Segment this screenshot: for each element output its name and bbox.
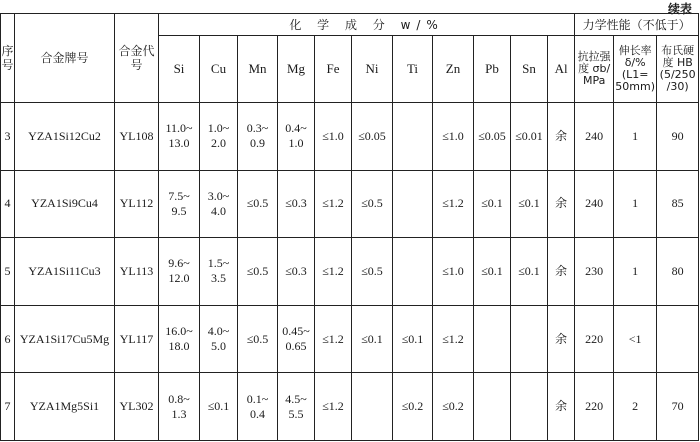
composition-cell-value: 16.0~ 18.0 — [165, 324, 193, 354]
composition-cell-value: ≤0.3 — [285, 263, 307, 278]
hardness-cell-value: 85 — [671, 196, 684, 211]
composition-cell-value: 4.0~ 5.0 — [207, 324, 230, 354]
composition-cell-value: ≤0.01 — [515, 128, 543, 143]
composition-cell — [278, 238, 315, 306]
composition-cell-value: 0.8~ 1.3 — [168, 391, 190, 421]
header-element: Mn — [238, 36, 278, 103]
elongation-cell — [614, 373, 657, 441]
composition-cell — [393, 170, 433, 238]
grade-cell-value: YZA1Mg5Si1 — [29, 399, 100, 414]
composition-cell — [474, 373, 511, 441]
grade-cell — [15, 238, 115, 306]
tensile-cell — [575, 238, 614, 306]
composition-cell — [511, 305, 548, 373]
elongation-cell — [614, 170, 657, 238]
composition-cell — [474, 238, 511, 306]
header-element: Mg — [278, 36, 315, 103]
composition-cell-value: ≤1.0 — [442, 263, 464, 278]
composition-cell-value: ≤1.2 — [442, 196, 464, 211]
composition-cell-value: 9.6~ 12.0 — [168, 256, 190, 286]
elongation-cell-value: 1 — [632, 196, 639, 211]
header-code: 合金代号 — [115, 14, 159, 103]
table-row — [1, 238, 699, 306]
composition-cell-value: 1.5~ 3.5 — [207, 256, 230, 286]
grade-cell-value: YZA1Si17Cu5Mg — [19, 331, 110, 346]
code-cell-value: YL112 — [119, 196, 154, 211]
composition-cell-value: 0.4~ 1.0 — [285, 121, 307, 151]
composition-cell — [511, 373, 548, 441]
elongation-cell — [614, 305, 657, 373]
composition-cell-value: ≤0.5 — [361, 196, 383, 211]
composition-cell — [474, 170, 511, 238]
code-cell — [115, 373, 159, 441]
composition-cell — [278, 373, 315, 441]
composition-cell — [548, 103, 575, 171]
composition-cell — [159, 170, 200, 238]
composition-cell — [159, 373, 200, 441]
grade-cell — [15, 170, 115, 238]
hardness-cell — [657, 238, 699, 306]
grade-cell-value: YZA1Si11Cu3 — [28, 263, 101, 278]
composition-cell — [548, 238, 575, 306]
composition-cell-value: ≤1.2 — [322, 399, 344, 414]
composition-cell — [433, 170, 474, 238]
composition-cell-value: ≤0.1 — [518, 196, 540, 211]
composition-cell — [315, 305, 352, 373]
seq-cell-value: 7 — [4, 399, 11, 414]
composition-cell-value: ≤0.05 — [358, 128, 386, 143]
composition-cell — [433, 373, 474, 441]
composition-cell — [352, 305, 393, 373]
composition-cell — [315, 103, 352, 171]
header-element: Zn — [433, 36, 474, 103]
seq-cell — [1, 170, 15, 238]
composition-cell-value: ≤0.1 — [518, 263, 540, 278]
elongation-cell — [614, 238, 657, 306]
seq-cell-value: 6 — [4, 331, 11, 346]
tensile-cell-value: 230 — [585, 263, 604, 278]
composition-cell-value: 余 — [555, 263, 568, 278]
elongation-cell — [614, 103, 657, 171]
composition-cell-value: ≤0.5 — [246, 263, 269, 278]
composition-cell — [393, 373, 433, 441]
composition-cell — [238, 170, 278, 238]
composition-cell — [548, 373, 575, 441]
grade-cell — [15, 103, 115, 171]
composition-cell-value: ≤1.2 — [322, 196, 344, 211]
hardness-cell — [657, 305, 699, 373]
composition-cell — [393, 238, 433, 306]
composition-cell — [278, 103, 315, 171]
composition-cell — [474, 103, 511, 171]
tensile-cell — [575, 170, 614, 238]
composition-cell-value: 余 — [555, 331, 568, 346]
tensile-cell — [575, 103, 614, 171]
composition-cell — [352, 103, 393, 171]
composition-cell — [278, 170, 315, 238]
composition-cell — [433, 103, 474, 171]
composition-cell-value: 余 — [555, 128, 568, 143]
code-cell — [115, 170, 159, 238]
composition-cell-value: 4.5~ 5.5 — [285, 391, 307, 421]
hardness-cell — [657, 373, 699, 441]
header-element: Ti — [393, 36, 433, 103]
composition-cell-value: ≤0.1 — [361, 331, 383, 346]
header-element: Sn — [511, 36, 548, 103]
header-element: Si — [159, 36, 200, 103]
code-cell-value: YL113 — [119, 263, 154, 278]
composition-cell — [200, 238, 238, 306]
elongation-cell-value: 2 — [632, 399, 639, 414]
seq-cell-value: 4 — [4, 196, 11, 211]
tensile-cell — [575, 373, 614, 441]
code-cell-value: YL108 — [119, 128, 154, 143]
composition-cell-value: 7.5~ 9.5 — [168, 188, 190, 218]
header-composition: 化 学 成 分 w/% — [159, 14, 575, 36]
seq-cell-value: 3 — [4, 128, 11, 143]
seq-cell — [1, 305, 15, 373]
elongation-cell-value: <1 — [628, 331, 642, 346]
composition-cell-value: ≤0.2 — [442, 399, 464, 414]
composition-cell-value: 11.0~ 13.0 — [165, 121, 193, 151]
composition-cell — [315, 170, 352, 238]
composition-cell — [200, 170, 238, 238]
composition-cell-value: ≤1.2 — [442, 331, 464, 346]
composition-cell — [511, 103, 548, 171]
composition-cell-value: ≤0.1 — [207, 399, 230, 414]
header-hardness: 布氏硬度 HB (5/250 /30) — [657, 36, 699, 103]
hardness-cell-value: 80 — [671, 263, 684, 278]
hardness-cell — [657, 103, 699, 171]
composition-cell — [352, 170, 393, 238]
composition-cell — [238, 305, 278, 373]
header-elongation: 伸长率 δ/% (L1= 50mm) — [614, 36, 657, 103]
composition-cell — [315, 373, 352, 441]
composition-cell — [238, 238, 278, 306]
header-element: Al — [548, 36, 575, 103]
header-element: Fe — [315, 36, 352, 103]
composition-cell — [159, 305, 200, 373]
composition-cell — [200, 103, 238, 171]
composition-cell-value: ≤0.1 — [401, 331, 424, 346]
composition-cell-value: ≤0.2 — [401, 399, 424, 414]
composition-cell — [433, 305, 474, 373]
composition-cell-value: ≤0.1 — [481, 196, 503, 211]
composition-cell — [238, 373, 278, 441]
composition-cell — [278, 305, 315, 373]
composition-cell — [315, 238, 352, 306]
table-row — [1, 305, 699, 373]
composition-cell-value: 0.45~ 0.65 — [282, 324, 310, 354]
tensile-cell-value: 240 — [585, 128, 604, 143]
hardness-cell — [657, 170, 699, 238]
seq-cell — [1, 103, 15, 171]
code-cell — [115, 238, 159, 306]
code-cell — [115, 305, 159, 373]
composition-cell-value: ≤0.3 — [285, 196, 307, 211]
composition-cell-value: ≤1.2 — [322, 331, 344, 346]
composition-cell — [474, 305, 511, 373]
composition-cell — [352, 238, 393, 306]
composition-cell — [238, 103, 278, 171]
table-row — [1, 103, 699, 171]
composition-cell-value: ≤0.5 — [246, 331, 269, 346]
tensile-cell — [575, 305, 614, 373]
composition-cell — [548, 170, 575, 238]
composition-cell — [393, 305, 433, 373]
composition-cell — [548, 305, 575, 373]
alloy-spec-table — [0, 13, 699, 441]
elongation-cell-value: 1 — [632, 128, 639, 143]
tensile-cell-value: 220 — [585, 399, 604, 414]
composition-cell-value: 3.0~ 4.0 — [207, 188, 230, 218]
header-row-top — [1, 14, 699, 36]
code-cell-value: YL117 — [119, 331, 154, 346]
header-seq: 序号 — [1, 14, 15, 103]
composition-cell-value: ≤0.5 — [361, 263, 383, 278]
composition-cell-value: ≤0.5 — [246, 196, 269, 211]
grade-cell — [15, 305, 115, 373]
seq-cell — [1, 238, 15, 306]
header-element: Pb — [474, 36, 511, 103]
composition-cell-value: 余 — [555, 399, 568, 414]
hardness-cell-value: 90 — [671, 128, 684, 143]
code-cell — [115, 103, 159, 171]
continued-label: 续表 — [667, 2, 692, 16]
composition-cell-value: 0.1~ 0.4 — [246, 391, 269, 421]
composition-cell-value: 余 — [555, 196, 568, 211]
grade-cell — [15, 373, 115, 441]
composition-cell-value: ≤1.2 — [322, 263, 344, 278]
header-element: Cu — [200, 36, 238, 103]
composition-cell — [159, 238, 200, 306]
composition-cell-value: ≤1.0 — [442, 128, 464, 143]
grade-cell-value: YZA1Si9Cu4 — [31, 196, 98, 211]
elongation-cell-value: 1 — [632, 263, 639, 278]
grade-cell-value: YZA1Si12Cu2 — [28, 128, 101, 143]
composition-cell-value: 0.3~ 0.9 — [246, 121, 269, 151]
hardness-cell-value: 70 — [671, 399, 684, 414]
tensile-cell-value: 220 — [585, 331, 604, 346]
composition-cell — [200, 305, 238, 373]
header-tensile: 抗拉强度 σb/ MPa — [575, 36, 614, 103]
table-row — [1, 373, 699, 441]
composition-cell-value: ≤0.1 — [481, 263, 503, 278]
composition-cell-value: 1.0~ 2.0 — [207, 121, 230, 151]
composition-cell-value: ≤0.05 — [478, 128, 506, 143]
composition-cell — [433, 238, 474, 306]
header-grade: 合金牌号 — [15, 14, 115, 103]
seq-cell — [1, 373, 15, 441]
code-cell-value: YL302 — [119, 399, 154, 414]
header-element: Ni — [352, 36, 393, 103]
composition-cell — [393, 103, 433, 171]
table-row — [1, 170, 699, 238]
composition-cell — [200, 373, 238, 441]
composition-cell — [159, 103, 200, 171]
composition-cell — [511, 170, 548, 238]
composition-cell — [511, 238, 548, 306]
tensile-cell-value: 240 — [585, 196, 604, 211]
composition-cell — [352, 373, 393, 441]
header-mechanical: 力学性能（不低于） — [575, 14, 699, 36]
composition-cell-value: ≤1.0 — [322, 128, 344, 143]
seq-cell-value: 5 — [4, 263, 11, 278]
